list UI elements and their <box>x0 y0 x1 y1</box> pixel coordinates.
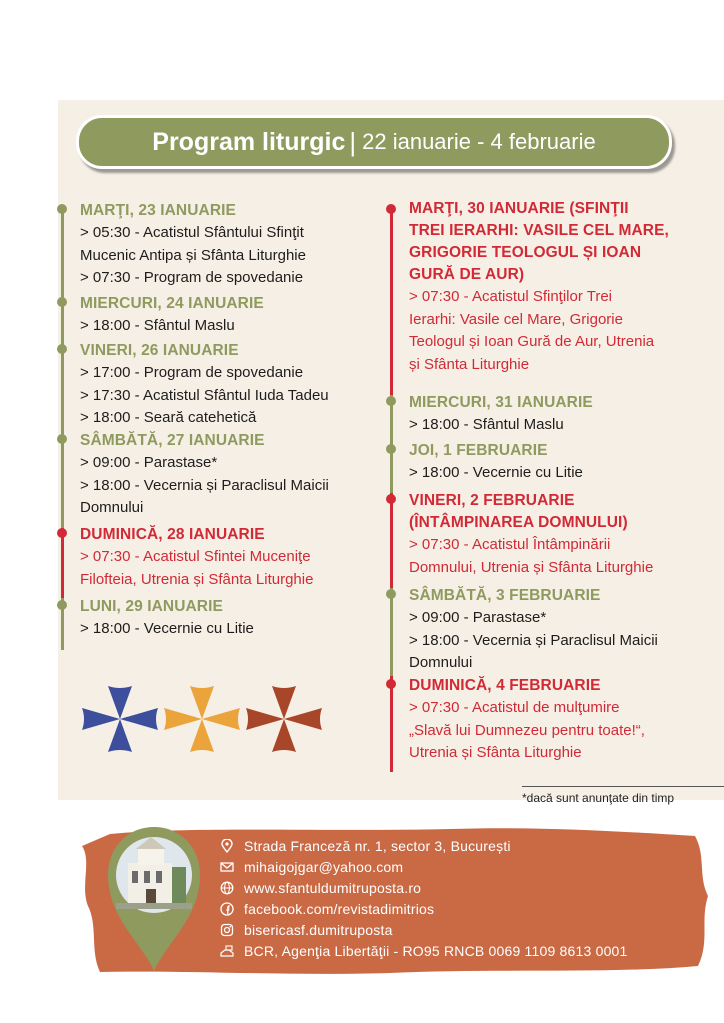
footnote-divider <box>522 786 724 787</box>
rust-cross-icon <box>244 684 324 754</box>
contact-email <box>220 856 628 877</box>
schedule-entry: > 07:30 - Acatistul Întâmpinării <box>409 536 611 553</box>
timeline-dot-holiday <box>57 528 67 538</box>
day-title: GRIGORIE TEOLOGUL ȘI IOAN <box>409 244 642 261</box>
day-block-fri-2 <box>409 490 719 579</box>
bank-account-text: BCR, Agenţia Libertăţii - RO95 RNCB 0069 1109 8613 0001 <box>244 942 628 959</box>
envelope-icon <box>220 860 234 874</box>
schedule-entry: Teologul și Ioan Gură de Aur, Utrenia <box>409 333 655 350</box>
schedule-entry: Domnului <box>409 654 473 671</box>
website-link[interactable]: www.sfantuldumitruposta.ro <box>244 879 422 896</box>
day-block-sun-28 <box>80 524 390 591</box>
day-title: LUNI, 29 IANUARIE <box>80 598 223 615</box>
schedule-entry: Ierarhi: Vasile cel Mare, Grigorie <box>409 310 623 328</box>
schedule-entry: > 07:30 - Acatistul Sfintei Muceniţe <box>80 548 311 565</box>
schedule-entry: > 18:00 - Vecernia și Paraclisul Maicii <box>409 631 658 649</box>
day-title: VINERI, 2 FEBRUARIE <box>409 492 575 509</box>
schedule-entry: > 18:00 - Vecernie cu Litie <box>80 620 254 637</box>
schedule-entry: > 07:30 - Acatistul de mulţumire <box>409 699 620 716</box>
timeline-dot <box>57 600 67 610</box>
day-title: VINERI, 26 IANUARIE <box>80 342 239 359</box>
footnote: *dacă sunt anunţate din timp <box>522 791 675 805</box>
schedule-entry: > 09:00 - Parastase* <box>409 609 547 626</box>
address-text: Strada Franceză nr. 1, sector 3, București <box>244 837 511 854</box>
day-block-sat-3 <box>409 585 719 675</box>
timeline-dot <box>386 444 396 454</box>
day-block-wed-31 <box>409 392 719 437</box>
timeline-dot-holiday <box>386 204 396 214</box>
globe-icon <box>220 881 234 895</box>
instagram-link[interactable]: bisericasf.dumitruposta <box>244 921 393 938</box>
schedule-entry: Mucenic Antipa și Sfânta Liturghie <box>80 246 306 264</box>
timeline-dot-holiday <box>386 494 396 504</box>
schedule-entry: > 07:30 - Acatistul Sfinţilor Trei <box>409 288 613 305</box>
day-title: GURĂ DE AUR) <box>409 266 525 283</box>
timeline-dot-holiday <box>386 679 396 689</box>
day-block-sat-27 <box>80 430 390 520</box>
day-block-wed-24 <box>80 293 390 338</box>
schedule-entry: > 18:00 - Sfântul Maslu <box>80 317 235 334</box>
contact-info <box>220 835 628 961</box>
schedule-entry: „Slavă lui Dumnezeu pentru toate!“, <box>409 721 645 739</box>
location-pin-icon <box>220 839 234 853</box>
facebook-link[interactable]: facebook.com/revistadimitrios <box>244 900 435 917</box>
schedule-entry: > 18:00 - Sfântul Maslu <box>409 416 564 433</box>
schedule-entry: Utrenia și Sfânta Liturghie <box>409 744 582 761</box>
day-title: SÂMBĂTĂ, 3 FEBRUARIE <box>409 587 601 604</box>
day-block-fri-26 <box>80 340 390 430</box>
date-range: 22 ianuarie - 4 februarie <box>362 129 596 154</box>
day-title: MARŢI, 23 IANUARIE <box>80 202 236 219</box>
contact-facebook <box>220 898 628 919</box>
day-title: MIERCURI, 31 IANUARIE <box>409 394 593 411</box>
day-block-tue-23 <box>80 200 390 290</box>
right-timeline-red <box>390 205 393 395</box>
day-title: TREI IERARHI: VASILE CEL MARE, <box>409 222 669 239</box>
schedule-entry: > 17:00 - Program de spovedanie <box>80 364 304 381</box>
title-separator: | <box>349 126 357 157</box>
blue-cross-icon <box>80 684 160 754</box>
schedule-entry: > 05:30 - Acatistul Sfântului Sfinţit <box>80 224 304 241</box>
contact-address <box>220 835 628 856</box>
contact-website <box>220 877 628 898</box>
instagram-icon <box>220 923 234 937</box>
bank-card-icon <box>220 944 234 958</box>
day-block-mon-29 <box>80 596 390 641</box>
left-timeline-red <box>61 528 64 598</box>
day-title: JOI, 1 FEBRUARIE <box>409 442 548 459</box>
day-block-tue-30 <box>409 198 719 376</box>
schedule-entry: Domnului, Utrenia și Sfânta Liturghie <box>409 558 654 576</box>
schedule-entry: Domnului <box>80 499 144 516</box>
schedule-entry: > 09:00 - Parastase* <box>80 454 218 471</box>
schedule-entry: > 07:30 - Program de spovedanie <box>80 269 304 286</box>
day-title: DUMINICĂ, 4 FEBRUARIE <box>409 677 601 694</box>
schedule-entry: > 17:30 - Acatistul Sfântul Iuda Tadeu <box>80 386 329 404</box>
church-location-pin <box>104 823 204 973</box>
timeline-dot <box>57 434 67 444</box>
email-link[interactable]: mihaigojgar@yahoo.com <box>244 858 404 875</box>
timeline-dot <box>57 344 67 354</box>
facebook-icon <box>220 902 234 916</box>
right-timeline-red-2 <box>390 493 393 588</box>
day-block-sun-4 <box>409 675 719 765</box>
title-banner <box>76 115 672 169</box>
day-title: (ÎNTÂMPINAREA DOMNULUI) <box>409 514 628 531</box>
day-title: MIERCURI, 24 IANUARIE <box>80 295 264 312</box>
timeline-dot <box>57 297 67 307</box>
page-title: Program liturgic <box>152 127 346 156</box>
timeline-dot <box>57 204 67 214</box>
schedule-entry: și Sfânta Liturghie <box>409 355 530 373</box>
orange-cross-icon <box>162 684 242 754</box>
timeline-dot <box>386 589 396 599</box>
contact-bank <box>220 940 628 961</box>
day-title: SÂMBĂTĂ, 27 IANUARIE <box>80 432 265 449</box>
contact-instagram <box>220 919 628 940</box>
schedule-entry: > 18:00 - Seară catehetică <box>80 409 257 426</box>
day-title: MARŢI, 30 IANUARIE (SFINŢII <box>409 200 629 217</box>
right-timeline-olive-2 <box>390 588 393 676</box>
schedule-entry: > 18:00 - Vecernia și Paraclisul Maicii <box>80 476 329 494</box>
schedule-entry: Filofteia, Utrenia și Sfânta Liturghie <box>80 570 314 588</box>
day-title: DUMINICĂ, 28 IANUARIE <box>80 526 265 543</box>
left-timeline-olive <box>61 208 64 528</box>
day-block-thu-1 <box>409 440 719 485</box>
right-timeline-red-3 <box>390 676 393 772</box>
schedule-entry: > 18:00 - Vecernie cu Litie <box>409 464 583 481</box>
timeline-dot <box>386 396 396 406</box>
